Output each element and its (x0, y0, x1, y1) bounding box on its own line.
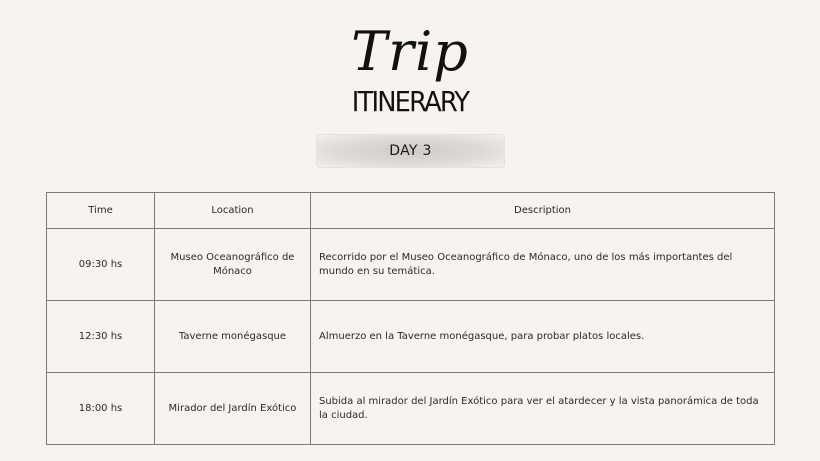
itinerary-table (46, 192, 775, 445)
header-time: Time (47, 193, 155, 229)
table-header-row (47, 193, 775, 229)
row-time: 18:00 hs (47, 373, 155, 445)
row-time: 09:30 hs (47, 229, 155, 301)
day-badge-label: DAY 3 (389, 143, 432, 159)
table-row (47, 229, 775, 301)
row-location: Mirador del Jardín Exótico (155, 373, 311, 445)
page-title: ITINERARY (351, 85, 469, 118)
header-description: Description (311, 193, 775, 229)
row-description: Almuerzo en la Taverne monégasque, para probar platos locales. (311, 301, 775, 373)
day-badge (316, 134, 505, 168)
row-time: 12:30 hs (47, 301, 155, 373)
row-description: Subida al mirador del Jardín Exótico para ver el atardecer y la vista panorámica de toda la ciudad. (311, 373, 775, 445)
title-script: Trip (351, 20, 469, 83)
table-row (47, 373, 775, 445)
row-description: Recorrido por el Museo Oceanográfico de Mónaco, uno de los más importantes del mundo en su temática. (311, 229, 775, 301)
table-row (47, 301, 775, 373)
row-location: Taverne monégasque (155, 301, 311, 373)
row-location: Museo Oceanográfico de Mónaco (155, 229, 311, 301)
header-location: Location (155, 193, 311, 229)
